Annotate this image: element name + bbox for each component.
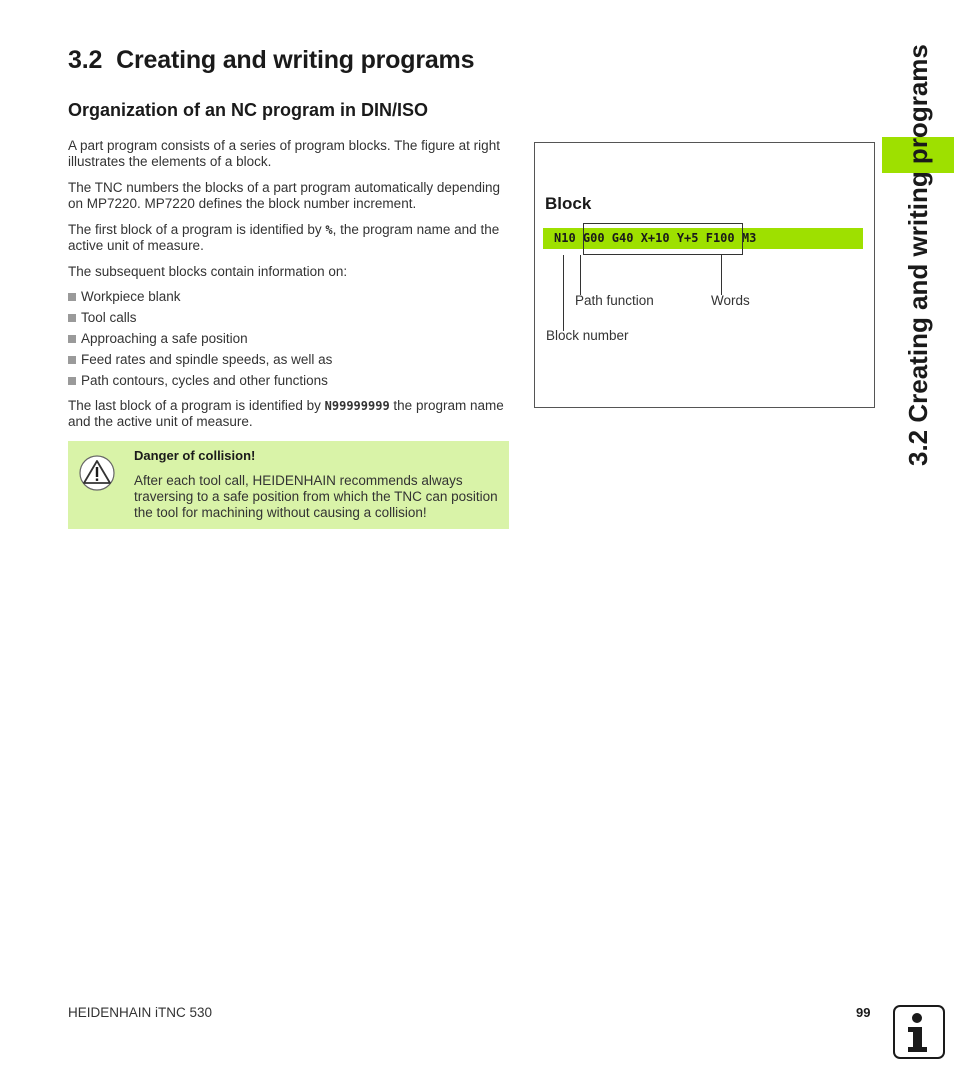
first-block-text-before: The first block of a program is identified by <box>68 222 326 237</box>
label-path-function: Path function <box>575 293 654 308</box>
bullet-square-icon <box>68 293 76 301</box>
words-leader <box>721 255 722 295</box>
chapter-side-title: 3.2 Creating and writing programs <box>903 44 933 466</box>
list-item <box>68 289 181 305</box>
last-block-code: N99999999 <box>324 399 390 413</box>
info-glyph-icon <box>895 1007 943 1057</box>
first-block-code: % <box>325 223 333 237</box>
page-number: 99 <box>856 1005 871 1020</box>
paragraph-first-block <box>68 222 518 254</box>
bullet-square-icon <box>68 377 76 385</box>
label-block-number: Block number <box>546 328 629 343</box>
paragraph-numbering: The TNC numbers the blocks of a part program automatically depending on MP7220. MP7220 defines the block number increment. <box>68 180 500 211</box>
info-icon <box>893 1005 945 1059</box>
list-item <box>68 310 137 326</box>
footer-product: HEIDENHAIN iTNC 530 <box>68 1005 213 1020</box>
paragraph-subsequent: The subsequent blocks contain information on: <box>68 264 348 279</box>
last-block-text-after: the program name and the active unit of measure. <box>68 398 504 429</box>
warning-triangle-icon <box>79 455 115 491</box>
figure-code-line: N10 G00 G40 X+10 Y+5 F100 M3 <box>554 231 757 245</box>
label-words: Words <box>711 293 750 308</box>
figure-title: Block <box>545 194 592 213</box>
subsection-title: Organization of an NC program in DIN/ISO <box>68 100 429 120</box>
section-title: Creating and writing programs <box>116 46 475 74</box>
list-item-text: Path contours, cycles and other functions <box>81 373 328 388</box>
path-function-leader <box>580 255 581 295</box>
block-figure <box>534 142 875 408</box>
list-item-text: Feed rates and spindle speeds, as well as <box>81 352 333 367</box>
list-item <box>68 331 248 347</box>
bullet-square-icon <box>68 314 76 322</box>
paragraph-last-block <box>68 398 518 430</box>
list-item <box>68 352 332 368</box>
list-item-text: Workpiece blank <box>81 289 181 304</box>
paragraph-intro: A part program consists of a series of program blocks. The figure at right illustrates the elements of a block. <box>68 138 500 169</box>
words-bracket-box <box>583 223 743 255</box>
page-title <box>68 46 474 75</box>
list-item <box>68 373 328 389</box>
bullet-square-icon <box>68 335 76 343</box>
block-number-leader <box>563 255 564 331</box>
section-number: 3.2 <box>68 46 103 74</box>
warning-note <box>68 441 509 529</box>
bullet-square-icon <box>68 356 76 364</box>
first-block-text-after: , the program name and the active unit of measure. <box>68 222 500 253</box>
list-item-text: Approaching a safe position <box>81 331 248 346</box>
warning-body: After each tool call, HEIDENHAIN recommends always traversing to a safe position from which the TNC can position the tool for machining without causing a collision! <box>134 473 498 520</box>
last-block-text-before: The last block of a program is identified by <box>68 398 325 413</box>
list-item-text: Tool calls <box>81 310 137 325</box>
warning-title: Danger of collision! <box>134 448 256 463</box>
